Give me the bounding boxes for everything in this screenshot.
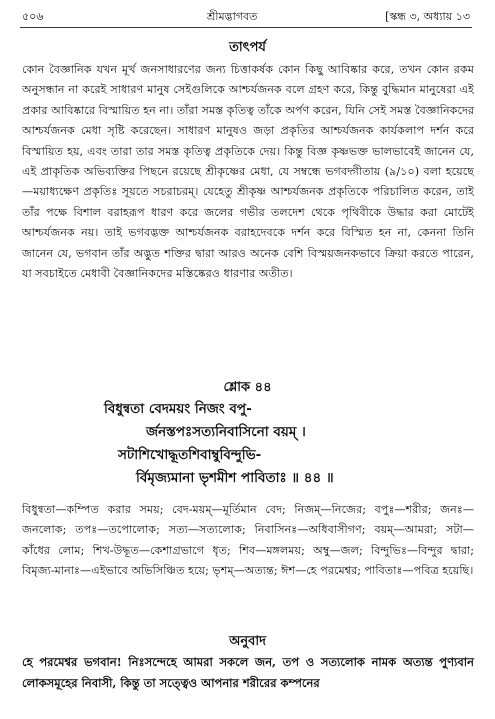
translation-text: হে পরমেশ্বর ভগবান! নিঃসন্দেহে আমরা সকলে জন, তপ ও সত্যলোক নামক অত্যন্ত পুণ্যবান লোকসমূহের নিবাসী, কিন্তু তা সত্ত্বেও আপনার শরীরের কম্পনের <box>22 655 474 690</box>
verse-line: বিধুন্বতা বেদময়ং নিজং বপু- <box>104 401 252 417</box>
purport-text: কোন বৈজ্ঞানিক যখন মূর্খ জনসাধারণের জন্য চিত্তাকর্ষক কোন কিছু আবিষ্কার করে, তখন কোন রকম অনুসন্ধান না করেই সাধারণ মানুষ সেইগুলিকে আশ্চর্যজনক বলে গ্রহণ করে, কিন্তু বুদ্ধিমান মানুষেরা এই প্রকার আবিষ্কারে বিস্মায়িত হন না। তাঁরা সমস্ত কৃতিত্ব তাঁকে অর্পণ করেন, যিনি সেই সমস্ত বৈজ্ঞানিকদের আশ্চর্যজনক মেধা সৃষ্টি করেছেন। সাধারণ মানুষও জড়া প্রকৃতির আশ্চর্যজনক কার্যকলাপ দর্শন করে বিস্মায়িত হয়, এবং তারা তার সমস্ত কৃতিত্ব প্রকৃতিকে দেয়। কিন্তু বিজ্ঞ কৃষ্ণভক্ত ভালভাবেই জানেন যে, এই প্রাকৃতিক অভিব্যক্তির পিছনে রয়েছে শ্রীকৃষ্ণের মেধা, যে সম্বন্ধে ভগবদ্গীতায় (৯/১০) বলা হয়েছে—ময়াধ্যক্ষেণ প্রকৃতিঃ সূয়তে সচরাচরম্। যেহেতু শ্রীকৃষ্ণ আশ্চর্যজনক প্রকৃতিকে পরিচালিত করেন, তাই তাঁর পক্ষে বিশাল বরাহরূপ ধারণ করে জলের গভীর তলদেশ থেকে পৃথিবীকে উদ্ধার করা মোটেই আশ্চর্যজনক নয়। তাই ভগবদ্ভক্ত আশ্চর্যজনক বরাহদেবকে দর্শন করে বিস্মিত হন না, কেননা তিনি জানেন যে, ভগবান তাঁর অদ্ভুত শক্তির দ্বারা আরও অনেক বেশি বিস্ময়জনকভাবে ক্রিয়া করতে পারেন, যা সবচাইতে মেধাবী বৈজ্ঞানিকদের মস্তিষ্কেরও ধারণার অতীত। <box>22 63 474 281</box>
verse-line: র্জনস্তপঃসত্যনিবাসিনো বয়ম্ । <box>146 424 306 440</box>
page-header <box>22 8 470 24</box>
purport-heading: তাৎপর্য <box>229 40 266 55</box>
synonyms-text: বিধুন্বতা—কম্পিত করার সময়; বেদ-ময়ম্—মূর্তিমান বেদ; নিজম্—নিজের; বপুঃ—শরীর; জনঃ—জনলোক; তপঃ—তপোলোক; সত্য—সত্যলোক; নিবাসিনঃ—অধিবাসীগণ; বয়ম্—আমরা; সটা—কাঁধের লোম; শিখ-উদ্ধূত—কেশাগ্রভাগে ধৃত; শিব—মঙ্গলময়; অম্বু—জল; বিন্দুভিঃ—বিন্দুর দ্বারা; বিমৃজ্য-মানাঃ—এইভাবে অভিসিঞ্চিত হয়ে; ভৃশম্—অত্যন্ত; ঈশ—হে পরমেশ্বর; পাবিতাঃ—পবিত্র হয়েছি। <box>22 503 474 578</box>
verse-block <box>0 398 495 490</box>
book-title: শ্রীমদ্ভাগবত <box>207 10 258 23</box>
section-reference: [স্কন্ধ ৩, অধ্যায় ১৩ <box>385 10 470 23</box>
translation-heading: অনুবাদ <box>229 634 266 649</box>
header-rule <box>20 27 472 28</box>
verse-line: সটাশিখোদ্ধূতশিবাম্বুবিন্দুভি- <box>118 447 262 463</box>
verse-line: র্বিমৃজ্যমানা ভৃশমীশ পাবিতাঃ ॥ ৪৪ ॥ <box>136 470 334 486</box>
page-number: ৫০৬ <box>22 10 44 23</box>
verse-label: শ্লোক ৪৪ <box>223 380 272 395</box>
